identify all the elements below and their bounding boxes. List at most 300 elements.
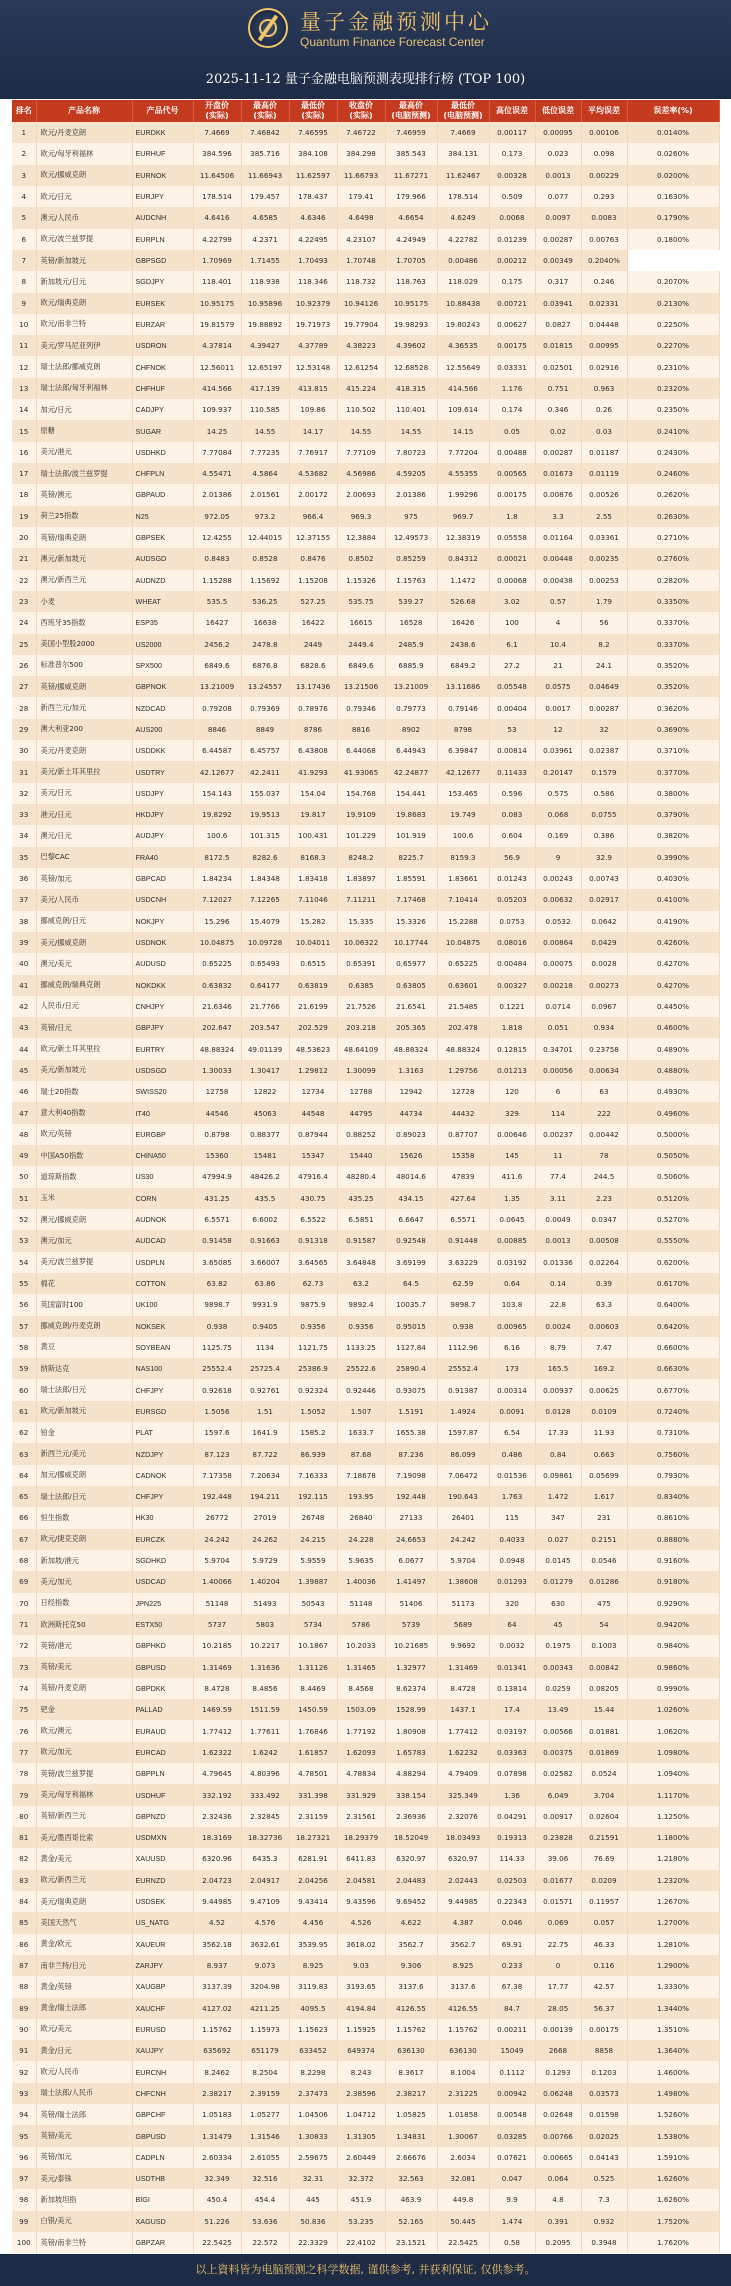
cell-low-error: 3.3 bbox=[535, 506, 581, 527]
cell-high-price: 0.79369 bbox=[241, 697, 289, 718]
table-row bbox=[12, 527, 719, 548]
cell-product-name: 新加坡坦指 bbox=[36, 2189, 132, 2210]
cell-product-code: USDHUF bbox=[132, 1784, 193, 1805]
cell-low-error: 0.068 bbox=[535, 804, 581, 825]
table-row bbox=[12, 2104, 719, 2125]
cell-low-price: 26748 bbox=[289, 1507, 337, 1528]
cell-high-price: 973.2 bbox=[241, 506, 289, 527]
cell-high-price: 333.492 bbox=[241, 1784, 289, 1805]
cell-high-price: 1.71455 bbox=[241, 250, 289, 271]
cell-open-price: 1.84234 bbox=[193, 868, 241, 889]
cell-error-rate: 1.1170% bbox=[627, 1784, 719, 1805]
cell-close-price: 415.224 bbox=[337, 378, 385, 399]
cell-rank: 58 bbox=[12, 1337, 36, 1358]
cell-high-error: 0.0645 bbox=[489, 1209, 535, 1230]
cell-high-error: 6.1 bbox=[489, 634, 535, 655]
cell-rank: 57 bbox=[12, 1316, 36, 1337]
cell-avg-error: 0.08205 bbox=[581, 1678, 627, 1699]
table-header-row bbox=[12, 100, 719, 122]
cell-open-price: 2.32436 bbox=[193, 1806, 241, 1827]
cell-pred-high: 1.15762 bbox=[385, 2019, 437, 2040]
cell-high-price: 435.5 bbox=[241, 1188, 289, 1209]
cell-product-code: UK100 bbox=[132, 1294, 193, 1315]
cell-avg-error: 0.0967 bbox=[581, 996, 627, 1017]
cell-low-price: 6828.6 bbox=[289, 655, 337, 676]
cell-open-price: 47994.9 bbox=[193, 1166, 241, 1187]
cell-pred-high: 13.21009 bbox=[385, 676, 437, 697]
cell-error-rate: 0.3350% bbox=[627, 591, 719, 612]
cell-high-error: 0.175 bbox=[489, 271, 535, 292]
cell-pred-high: 48.88324 bbox=[385, 1038, 437, 1059]
cell-pred-high: 1127.84 bbox=[385, 1337, 437, 1358]
cell-close-price: 63.2 bbox=[337, 1273, 385, 1294]
cell-pred-low: 2.02443 bbox=[437, 1870, 489, 1891]
cell-pred-high: 15626 bbox=[385, 1145, 437, 1166]
cell-pred-high: 3.69199 bbox=[385, 1252, 437, 1273]
table-row bbox=[12, 1337, 719, 1358]
table-row bbox=[12, 847, 719, 868]
cell-rank: 66 bbox=[12, 1507, 36, 1528]
cell-pred-high: 24.6653 bbox=[385, 1529, 437, 1550]
cell-avg-error: 0.1579 bbox=[581, 761, 627, 782]
cell-pred-high: 51406 bbox=[385, 1593, 437, 1614]
cell-error-rate: 0.3990% bbox=[627, 847, 719, 868]
cell-close-price: 19.77904 bbox=[337, 314, 385, 335]
cell-pred-high: 27133 bbox=[385, 1507, 437, 1528]
cell-pred-low: 109.614 bbox=[437, 399, 489, 420]
cell-high-error: 6.54 bbox=[489, 1422, 535, 1443]
cell-error-rate: 0.5060% bbox=[627, 1166, 719, 1187]
table-row bbox=[12, 1614, 719, 1635]
cell-pred-high: 9.306 bbox=[385, 1955, 437, 1976]
cell-pred-low: 32.081 bbox=[437, 2168, 489, 2189]
table-row bbox=[12, 143, 719, 164]
cell-rank: 54 bbox=[12, 1252, 36, 1273]
cell-high-error: 1.36 bbox=[489, 1784, 535, 1805]
cell-low-price: 1.31126 bbox=[289, 1657, 337, 1678]
cell-product-code: NOKJPY bbox=[132, 911, 193, 932]
cell-product-name: 欧元/新加坡元 bbox=[36, 1401, 132, 1422]
cell-close-price: 4.23107 bbox=[337, 229, 385, 250]
cell-product-name: 小麦 bbox=[36, 591, 132, 612]
cell-high-error: 0.486 bbox=[489, 1443, 535, 1464]
cell-product-name: 黄金/日元 bbox=[36, 2040, 132, 2061]
cell-rank: 81 bbox=[12, 1827, 36, 1848]
cell-pred-high: 10.17744 bbox=[385, 932, 437, 953]
cell-open-price: 4.22799 bbox=[193, 229, 241, 250]
cell-error-rate: 1.2700% bbox=[627, 1912, 719, 1933]
cell-rank: 93 bbox=[12, 2083, 36, 2104]
cell-pred-high: 539.27 bbox=[385, 591, 437, 612]
cell-low-price: 21.6199 bbox=[289, 996, 337, 1017]
cell-rank: 92 bbox=[12, 2061, 36, 2082]
cell-rank: 65 bbox=[12, 1486, 36, 1507]
cell-open-price: 5.9704 bbox=[193, 1550, 241, 1571]
cell-high-error: 27.2 bbox=[489, 655, 535, 676]
cell-error-rate: 1.1250% bbox=[627, 1806, 719, 1827]
cell-product-name: 美元/人民币 bbox=[36, 889, 132, 910]
cell-close-price: 1633.7 bbox=[337, 1422, 385, 1443]
cell-high-price: 1.51 bbox=[241, 1401, 289, 1422]
cell-error-rate: 0.7930% bbox=[627, 1465, 719, 1486]
cell-low-error: 0.0259 bbox=[535, 1678, 581, 1699]
cell-low-error: 0.0575 bbox=[535, 676, 581, 697]
cell-error-rate: 0.6170% bbox=[627, 1273, 719, 1294]
cell-product-name: 英镑/澳元 bbox=[36, 484, 132, 505]
cell-pred-high: 1.80908 bbox=[385, 1720, 437, 1741]
cell-error-rate: 0.3820% bbox=[627, 825, 719, 846]
cell-open-price: 12.4255 bbox=[193, 527, 241, 548]
cell-close-price: 179.41 bbox=[337, 186, 385, 207]
cell-pred-low: 0.91387 bbox=[437, 1379, 489, 1400]
cell-high-error: 17.4 bbox=[489, 1699, 535, 1720]
cell-open-price: 32.349 bbox=[193, 2168, 241, 2189]
cell-close-price: 6.44068 bbox=[337, 740, 385, 761]
table-row bbox=[12, 783, 719, 804]
cell-high-error: 15049 bbox=[489, 2040, 535, 2061]
table-row bbox=[12, 484, 719, 505]
table-row bbox=[12, 996, 719, 1017]
cell-open-price: 0.65225 bbox=[193, 953, 241, 974]
cell-pred-high: 4.24949 bbox=[385, 229, 437, 250]
cell-open-price: 10.04875 bbox=[193, 932, 241, 953]
cell-high-price: 10.09728 bbox=[241, 932, 289, 953]
cell-rank: 20 bbox=[12, 527, 36, 548]
cell-close-price: 0.9356 bbox=[337, 1316, 385, 1337]
cell-avg-error: 7.3 bbox=[581, 2189, 627, 2210]
cell-rank: 73 bbox=[12, 1657, 36, 1678]
cell-pred-low: 1.29756 bbox=[437, 1060, 489, 1081]
cell-avg-error: 0.11957 bbox=[581, 1891, 627, 1912]
footer-disclaimer: 以上資料皆为电脑预测之科学数据, 谨供参考, 并获利保证, 仅供参考。 bbox=[0, 2254, 731, 2286]
cell-open-price: 2.01386 bbox=[193, 484, 241, 505]
cell-error-rate: 1.1800% bbox=[627, 1827, 719, 1848]
cell-low-price: 1.61857 bbox=[289, 1742, 337, 1763]
cell-product-name: 美元/瑞典克朗 bbox=[36, 1891, 132, 1912]
cell-product-name: 新西兰元/美元 bbox=[36, 1443, 132, 1464]
cell-pred-high: 9.69452 bbox=[385, 1891, 437, 1912]
col-high-l1: 最高价 bbox=[253, 101, 277, 110]
cell-close-price: 435.25 bbox=[337, 1188, 385, 1209]
cell-high-price: 8.4856 bbox=[241, 1678, 289, 1699]
cell-avg-error: 11.93 bbox=[581, 1422, 627, 1443]
cell-close-price: 1.507 bbox=[337, 1401, 385, 1422]
cell-product-name: 挪威克朗/丹麦克朗 bbox=[36, 1316, 132, 1337]
cell-low-price: 445 bbox=[289, 2189, 337, 2210]
cell-high-error: 0.01243 bbox=[489, 868, 535, 889]
cell-high-price: 1.31636 bbox=[241, 1657, 289, 1678]
cell-open-price: 51148 bbox=[193, 1593, 241, 1614]
cell-close-price: 87.68 bbox=[337, 1443, 385, 1464]
cell-low-error: 0.751 bbox=[535, 378, 581, 399]
cell-pred-low: 16426 bbox=[437, 612, 489, 633]
cell-pred-high: 8225.7 bbox=[385, 847, 437, 868]
cell-close-price: 5786 bbox=[337, 1614, 385, 1635]
cell-avg-error: 0.0028 bbox=[581, 953, 627, 974]
cell-low-price: 4.53682 bbox=[289, 463, 337, 484]
cell-low-price: 4.456 bbox=[289, 1912, 337, 1933]
cell-low-price: 50543 bbox=[289, 1593, 337, 1614]
cell-low-price: 44548 bbox=[289, 1102, 337, 1123]
cell-avg-error: 0.02025 bbox=[581, 2125, 627, 2146]
cell-high-error: 0.00942 bbox=[489, 2083, 535, 2104]
cell-product-name: 澳元/新加坡元 bbox=[36, 548, 132, 569]
cell-high-price: 0.64177 bbox=[241, 975, 289, 996]
cell-product-code: IT40 bbox=[132, 1102, 193, 1123]
cell-error-rate: 1.7520% bbox=[627, 2211, 719, 2232]
cell-error-rate: 0.7240% bbox=[627, 1401, 719, 1422]
table-row bbox=[12, 1848, 719, 1869]
cell-open-price: 118.401 bbox=[193, 271, 241, 292]
cell-rank: 82 bbox=[12, 1848, 36, 1869]
cell-low-price: 118.346 bbox=[289, 271, 337, 292]
table-row bbox=[12, 186, 719, 207]
cell-avg-error: 0.1003 bbox=[581, 1635, 627, 1656]
cell-pred-high: 975 bbox=[385, 506, 437, 527]
cell-close-price: 384.298 bbox=[337, 143, 385, 164]
cell-pred-low: 1.38608 bbox=[437, 1571, 489, 1592]
cell-low-price: 0.78976 bbox=[289, 697, 337, 718]
cell-avg-error: 0.04649 bbox=[581, 676, 627, 697]
cell-high-error: 411.6 bbox=[489, 1166, 535, 1187]
cell-error-rate: 1.5260% bbox=[627, 2104, 719, 2125]
cell-pred-low: 21.5485 bbox=[437, 996, 489, 1017]
cell-low-error: 0.0049 bbox=[535, 1209, 581, 1230]
cell-low-price: 22.3329 bbox=[289, 2232, 337, 2253]
cell-product-name: 黄豆 bbox=[36, 1337, 132, 1358]
cell-pred-high: 42.24877 bbox=[385, 761, 437, 782]
cell-product-code: EURCNH bbox=[132, 2061, 193, 2082]
cell-rank: 1 bbox=[12, 122, 36, 143]
cell-pred-low: 1.99296 bbox=[437, 484, 489, 505]
table-row bbox=[12, 1358, 719, 1379]
cell-avg-error: 231 bbox=[581, 1507, 627, 1528]
cell-high-price: 0.88377 bbox=[241, 1124, 289, 1145]
cell-avg-error: 0.04143 bbox=[581, 2147, 627, 2168]
cell-product-name: 欧元/加元 bbox=[36, 1742, 132, 1763]
cell-low-error: 0.00349 bbox=[535, 250, 581, 271]
cell-rank: 94 bbox=[12, 2104, 36, 2125]
cell-high-price: 63.86 bbox=[241, 1273, 289, 1294]
cell-avg-error: 0.00287 bbox=[581, 697, 627, 718]
cell-open-price: 8172.5 bbox=[193, 847, 241, 868]
cell-avg-error: 0.01881 bbox=[581, 1720, 627, 1741]
cell-error-rate: 1.5380% bbox=[627, 2125, 719, 2146]
cell-error-rate: 1.3440% bbox=[627, 1998, 719, 2019]
cell-high-error: 69.91 bbox=[489, 1934, 535, 1955]
cell-close-price: 22.4102 bbox=[337, 2232, 385, 2253]
cell-pred-low: 2.6034 bbox=[437, 2147, 489, 2168]
cell-open-price: 9.44985 bbox=[193, 1891, 241, 1912]
cell-product-code: SUGAR bbox=[132, 420, 193, 441]
cell-avg-error: 0.00229 bbox=[581, 165, 627, 186]
cell-rank: 48 bbox=[12, 1124, 36, 1145]
cell-high-price: 25725.4 bbox=[241, 1358, 289, 1379]
cell-product-name: 美元/泰铢 bbox=[36, 2168, 132, 2189]
cell-close-price: 6849.6 bbox=[337, 655, 385, 676]
cell-pred-high: 3137.6 bbox=[385, 1976, 437, 1997]
cell-close-price: 0.92446 bbox=[337, 1379, 385, 1400]
cell-avg-error: 54 bbox=[581, 1614, 627, 1635]
cell-pred-high: 2485.9 bbox=[385, 634, 437, 655]
cell-close-price: 44795 bbox=[337, 1102, 385, 1123]
cell-product-code: COTTON bbox=[132, 1273, 193, 1294]
cell-rank: 100 bbox=[12, 2232, 36, 2253]
cell-high-error: 0.1221 bbox=[489, 996, 535, 1017]
cell-low-error: 22.75 bbox=[535, 1934, 581, 1955]
cell-pred-low: 1112.96 bbox=[437, 1337, 489, 1358]
cell-error-rate: 0.5120% bbox=[627, 1188, 719, 1209]
cell-rank: 50 bbox=[12, 1166, 36, 1187]
cell-open-price: 1.15762 bbox=[193, 2019, 241, 2040]
cell-pred-high: 10035.7 bbox=[385, 1294, 437, 1315]
cell-low-price: 12.37155 bbox=[289, 527, 337, 548]
cell-product-name: 英镑/挪威克朗 bbox=[36, 676, 132, 697]
cell-high-error: 0.00488 bbox=[489, 442, 535, 463]
cell-product-name: 英镑/新西兰元 bbox=[36, 1806, 132, 1827]
cell-rank: 52 bbox=[12, 1209, 36, 1230]
cell-pred-low: 100.6 bbox=[437, 825, 489, 846]
cell-error-rate: 0.4930% bbox=[627, 1081, 719, 1102]
cell-high-error: 0.05203 bbox=[489, 889, 535, 910]
cell-low-price: 48.53623 bbox=[289, 1038, 337, 1059]
cell-pred-low: 42.12677 bbox=[437, 761, 489, 782]
cell-rank: 11 bbox=[12, 335, 36, 356]
cell-rank: 15 bbox=[12, 420, 36, 441]
col-open-l2: (实际) bbox=[205, 111, 229, 120]
table-row bbox=[12, 1379, 719, 1400]
cell-rank: 77 bbox=[12, 1742, 36, 1763]
cell-pred-low: 0.00486 bbox=[437, 250, 489, 271]
cell-high-error: 0.00212 bbox=[489, 250, 535, 271]
cell-pred-high: 463.9 bbox=[385, 2189, 437, 2210]
cell-low-error: 0.00139 bbox=[535, 2019, 581, 2040]
cell-product-name: 英镑/日元 bbox=[36, 1017, 132, 1038]
col-close bbox=[337, 100, 385, 122]
cell-pred-low: 7.10414 bbox=[437, 889, 489, 910]
cell-pred-low: 1.1472 bbox=[437, 570, 489, 591]
cell-low-price: 10.1867 bbox=[289, 1635, 337, 1656]
cell-open-price: 384.596 bbox=[193, 143, 241, 164]
cell-low-price: 0.6515 bbox=[289, 953, 337, 974]
cell-product-code: USDRON bbox=[132, 335, 193, 356]
col-pred-high bbox=[385, 100, 437, 122]
cell-rank: 33 bbox=[12, 804, 36, 825]
cell-close-price: 7.11211 bbox=[337, 889, 385, 910]
cell-avg-error: 0.21591 bbox=[581, 1827, 627, 1848]
table-row bbox=[12, 335, 719, 356]
cell-avg-error: 63.3 bbox=[581, 1294, 627, 1315]
cell-pred-high: 0.63805 bbox=[385, 975, 437, 996]
table-row bbox=[12, 314, 719, 335]
cell-pred-high: 1.05825 bbox=[385, 2104, 437, 2125]
cell-low-error: 0.34701 bbox=[535, 1038, 581, 1059]
cell-low-error: 0.01336 bbox=[535, 1252, 581, 1273]
cell-product-code: GBPCAD bbox=[132, 868, 193, 889]
cell-rank: 80 bbox=[12, 1806, 36, 1827]
cell-low-error: 114 bbox=[535, 1102, 581, 1123]
cell-product-name: 美国小型股2000 bbox=[36, 634, 132, 655]
col-high bbox=[241, 100, 289, 122]
cell-error-rate: 0.3690% bbox=[627, 719, 719, 740]
cell-close-price: 12.61254 bbox=[337, 356, 385, 377]
cell-close-price: 7.77109 bbox=[337, 442, 385, 463]
cell-product-name: 美元/日元 bbox=[36, 783, 132, 804]
cell-high-price: 4.2371 bbox=[241, 229, 289, 250]
cell-avg-error: 0.05699 bbox=[581, 1465, 627, 1486]
cell-pred-low: 0.63601 bbox=[437, 975, 489, 996]
table-row bbox=[12, 676, 719, 697]
cell-rank: 98 bbox=[12, 2189, 36, 2210]
table-row bbox=[12, 1870, 719, 1891]
cell-open-price: 0.91458 bbox=[193, 1230, 241, 1251]
cell-pred-high: 7.46959 bbox=[385, 122, 437, 143]
cell-pred-high: 2.36936 bbox=[385, 1806, 437, 1827]
cell-high-error: 0.0948 bbox=[489, 1550, 535, 1571]
cell-pred-low: 10.88438 bbox=[437, 293, 489, 314]
cell-product-name: 挪威克朗/日元 bbox=[36, 911, 132, 932]
cell-high-price: 1.77611 bbox=[241, 1720, 289, 1741]
cell-error-rate: 0.3710% bbox=[627, 740, 719, 761]
cell-high-error: 0.01341 bbox=[489, 1657, 535, 1678]
table-row bbox=[12, 1955, 719, 1976]
cell-close-price: 3193.65 bbox=[337, 1976, 385, 1997]
cell-open-price: 18.3169 bbox=[193, 1827, 241, 1848]
cell-pred-low: 202.478 bbox=[437, 1017, 489, 1038]
cell-high-error: 0.02503 bbox=[489, 1870, 535, 1891]
cell-low-error: 0.01677 bbox=[535, 1870, 581, 1891]
cell-pred-low: 9898.7 bbox=[437, 1294, 489, 1315]
cell-product-name: 新西兰元/加元 bbox=[36, 697, 132, 718]
cell-error-rate: 1.4600% bbox=[627, 2061, 719, 2082]
cell-high-error: 67.38 bbox=[489, 1976, 535, 1997]
cell-high-error: 100 bbox=[489, 612, 535, 633]
cell-low-price: 50.836 bbox=[289, 2211, 337, 2232]
cell-product-code: NZDJPY bbox=[132, 1443, 193, 1464]
cell-high-error: 0.05558 bbox=[489, 527, 535, 548]
cell-pred-low: 1.30067 bbox=[437, 2125, 489, 2146]
cell-close-price: 110.502 bbox=[337, 399, 385, 420]
cell-high-error: 0.08016 bbox=[489, 932, 535, 953]
cell-rank: 25 bbox=[12, 634, 36, 655]
cell-product-name: 瑞士20指数 bbox=[36, 1081, 132, 1102]
cell-error-rate: 0.2430% bbox=[627, 442, 719, 463]
cell-low-error: 0.01164 bbox=[535, 527, 581, 548]
cell-low-price: 2.00172 bbox=[289, 484, 337, 505]
cell-close-price: 15440 bbox=[337, 1145, 385, 1166]
cell-open-price: 5737 bbox=[193, 1614, 241, 1635]
cell-low-error: 630 bbox=[535, 1593, 581, 1614]
cell-close-price: 5.9635 bbox=[337, 1550, 385, 1571]
cell-high-price: 179.457 bbox=[241, 186, 289, 207]
cell-pred-high: 0.95015 bbox=[385, 1316, 437, 1337]
cell-rank: 79 bbox=[12, 1784, 36, 1805]
cell-low-error: 0.0128 bbox=[535, 1401, 581, 1422]
cell-high-price: 5803 bbox=[241, 1614, 289, 1635]
cell-pred-high: 25890.4 bbox=[385, 1358, 437, 1379]
cell-high-error: 329 bbox=[489, 1102, 535, 1123]
cell-pred-high: 5739 bbox=[385, 1614, 437, 1635]
cell-pred-high: 0.92548 bbox=[385, 1230, 437, 1251]
cell-low-error: 0.00438 bbox=[535, 570, 581, 591]
cell-error-rate: 0.9840% bbox=[627, 1635, 719, 1656]
cell-pred-high: 8.3617 bbox=[385, 2061, 437, 2082]
cell-low-price: 430.75 bbox=[289, 1188, 337, 1209]
cell-low-price: 62.73 bbox=[289, 1273, 337, 1294]
cell-high-price: 10.95896 bbox=[241, 293, 289, 314]
cell-rank: 14 bbox=[12, 399, 36, 420]
cell-pred-high: 52.165 bbox=[385, 2211, 437, 2232]
